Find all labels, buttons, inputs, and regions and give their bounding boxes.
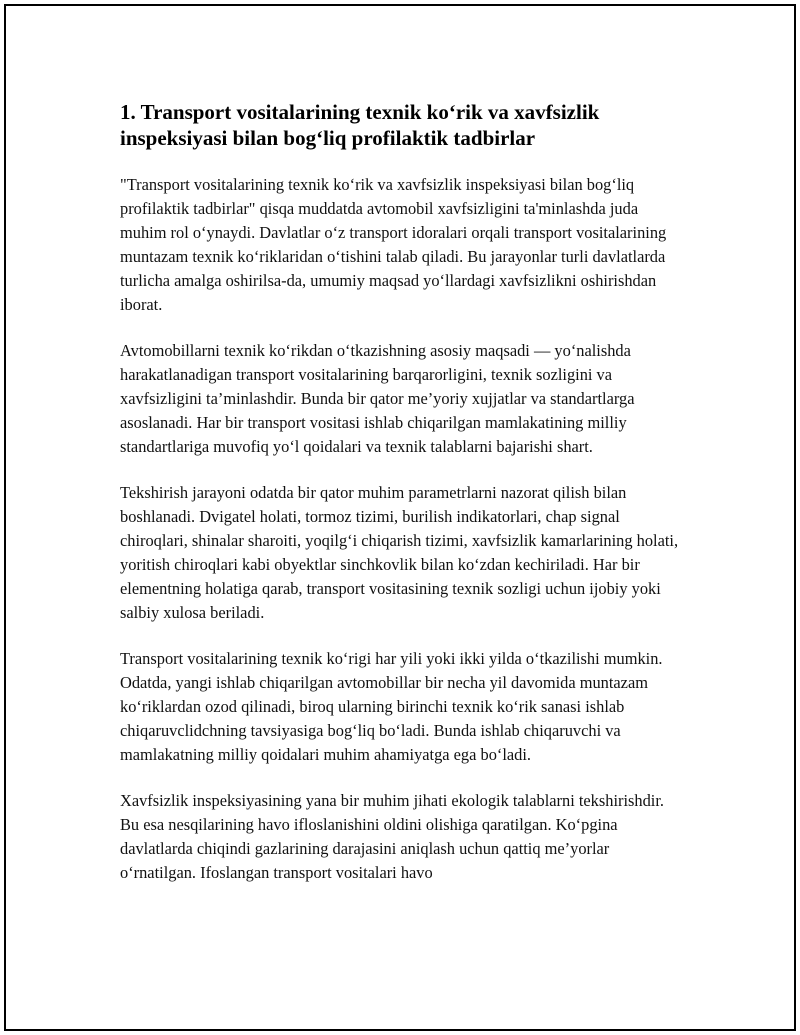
section-heading: 1. Transport vositalarining texnik ko‘rik va xavfsizlik inspeksiyasi bilan bog‘liq profilaktik tadbirlar [120, 100, 600, 150]
document-content [120, 99, 680, 907]
paragraph-1: "Transport vositalarining texnik ko‘rik va xavfsizlik inspeksiyasi bilan bog‘liq profilaktik tadbirlar" qisqa muddatda avtomobil xavfsizligini ta'minlashda juda muhim rol o‘ynaydi. Davlatlar o‘z transport idoralari orqali transport vositalarining muntazam texnik ko‘riklaridan o‘tishini talab qiladi. Bu jarayonlar turli davlatlarda turlicha amalga oshirilsa-da, umumiy maqsad yo‘llardagi xavfsizlikni oshirishdan iborat. [120, 175, 667, 314]
document-page [4, 4, 796, 1031]
paragraph-2: Avtomobillarni texnik ko‘rikdan o‘tkazishning asosiy maqsadi — yo‘nalishda harakatlanadigan transport vositalarining barqarorligini, texnik sozligini va xavfsizligini ta’minlashdir. Bunda bir qator me’yoriy xujjatlar va standartlarga asoslanadi. Har bir transport vositasi ishlab chiqarilgan mamlakatining milliy standartlariga muvofiq yo‘l qoidalari va texnik talablarni bajarishi shart. [120, 341, 635, 456]
paragraph-5: Xavfsizlik inspeksiyasining yana bir muhim jihati ekologik talablarni tekshirishdir. Bu esa nesqilarining havo ifloslanishini oldini olishiga qaratilgan. Ko‘pgina davlatlarda chiqindi gazlarining darajasini aniqlash uchun qattiq me’yorlar o‘rnatilgan. Ifoslangan transport vositalari havo [120, 791, 664, 882]
paragraph-3: Tekshirish jarayoni odatda bir qator muhim parametrlarni nazorat qilish bilan boshlanadi. Dvigatel holati, tormoz tizimi, burilish indikatorlari, chap signal chiroqlari, shinalar sharoiti, yoqilg‘i chiqarish tizimi, xavfsizlik kamarlarining holati, yoritish chiroqlari kabi obyektlar sinchkovlik bilan ko‘zdan kechiriladi. Har bir elementning holatiga qarab, transport vositasining texnik sozligi uchun ijobiy yoki salbiy xulosa beriladi. [120, 483, 679, 622]
paragraph-4: Transport vositalarining texnik ko‘rigi har yili yoki ikki yilda o‘tkazilishi mumkin. Odatda, yangi ishlab chiqarilgan avtomobillar bir necha yil davomida muntazam ko‘riklardan ozod qilinadi, biroq ularning birinchi texnik ko‘rik sanasi ishlab chiqaruvclidchning tavsiyasiga bog‘liq bo‘ladi. Bunda ishlab chiqaruvchi va mamlakatning milliy qoidalari muhim ahamiyatga ega bo‘ladi. [120, 649, 663, 764]
